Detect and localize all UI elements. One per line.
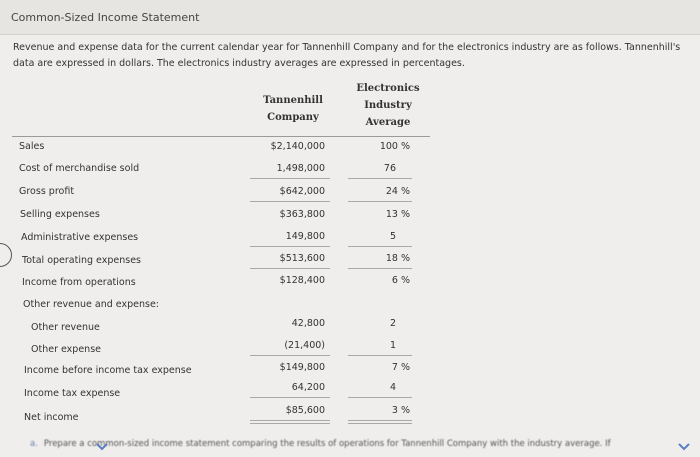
row-label: Administrative expenses (21, 232, 139, 243)
row-label: Income tax expense (24, 388, 121, 399)
sum-rule (348, 268, 412, 269)
row-percent: 2 (389, 318, 396, 329)
row-label: Other revenue (31, 322, 100, 333)
row-label: Net income (24, 412, 79, 423)
row-label: Other revenue and expense: (23, 299, 159, 310)
row-amount: 149,800 (285, 231, 325, 242)
row-amount: $85,600 (285, 405, 325, 416)
sum-rule (250, 268, 330, 269)
row-percent: 13 % (385, 209, 410, 220)
company-column-header: Tannenhill Company (263, 95, 323, 123)
row-label: Selling expenses (20, 209, 100, 220)
sum-rule (250, 397, 330, 398)
row-percent: 4 (389, 382, 396, 393)
title-bar (0, 0, 700, 35)
row-amount: (21,400) (284, 340, 325, 351)
sum-rule (250, 355, 330, 356)
total-rule (250, 423, 330, 424)
total-rule (348, 423, 412, 424)
row-percent: 76 (383, 163, 396, 174)
sum-rule (348, 178, 412, 179)
sum-rule (348, 246, 412, 247)
row-amount: $363,800 (279, 209, 325, 220)
row-label: Total operating expenses (22, 255, 141, 266)
row-amount: 64,200 (291, 382, 325, 393)
total-rule (250, 420, 330, 421)
question-text: Prepare a common-sized income statement comparing the results of operations for Tannenhill Company with the industry average. If (43, 439, 611, 449)
row-percent: 100 % (379, 141, 410, 152)
row-amount: 42,800 (291, 318, 325, 329)
row-amount: $128,400 (279, 275, 325, 286)
question-footer (30, 439, 611, 449)
sum-rule (250, 246, 330, 247)
row-label: Cost of merchandise sold (19, 163, 140, 174)
row-percent: 6 % (391, 275, 410, 286)
row-percent: 5 (389, 231, 396, 242)
sum-rule (348, 201, 412, 202)
row-percent: 7 % (391, 362, 410, 373)
question-letter: a. (30, 439, 38, 449)
chevron-down-icon[interactable] (94, 438, 110, 454)
circle-marker-icon (0, 243, 12, 267)
sum-rule (250, 178, 330, 179)
total-rule (348, 420, 412, 421)
intro-text: Revenue and expense data for the current calendar year for Tannenhill Company and for the electronics industry are as follows. Tannenhill's data are expressed in dollars. The electronics industry averages are expressed in percentages. (13, 42, 681, 69)
industry-column-header: Electronics Industry Average (356, 83, 420, 128)
row-amount: $2,140,000 (270, 141, 325, 152)
row-label: Gross profit (19, 186, 75, 197)
row-amount: $149,800 (279, 362, 325, 373)
sum-rule (348, 355, 412, 356)
sum-rule (250, 201, 330, 202)
row-percent: 3 % (391, 405, 410, 416)
row-amount: $513,600 (279, 253, 325, 264)
sum-rule (348, 397, 412, 398)
row-label: Sales (19, 141, 45, 152)
row-label: Other expense (31, 344, 101, 355)
page-title: Common-Sized Income Statement (11, 11, 200, 24)
row-amount: $642,000 (279, 186, 325, 197)
chevron-down-icon[interactable] (676, 438, 692, 454)
header-rule (12, 136, 430, 137)
row-label: Income before income tax expense (24, 365, 192, 376)
row-percent: 1 (389, 340, 396, 351)
row-percent: 18 % (385, 253, 410, 264)
row-percent: 24 % (385, 186, 410, 197)
row-amount: 1,498,000 (276, 163, 325, 174)
row-label: Income from operations (22, 277, 136, 288)
